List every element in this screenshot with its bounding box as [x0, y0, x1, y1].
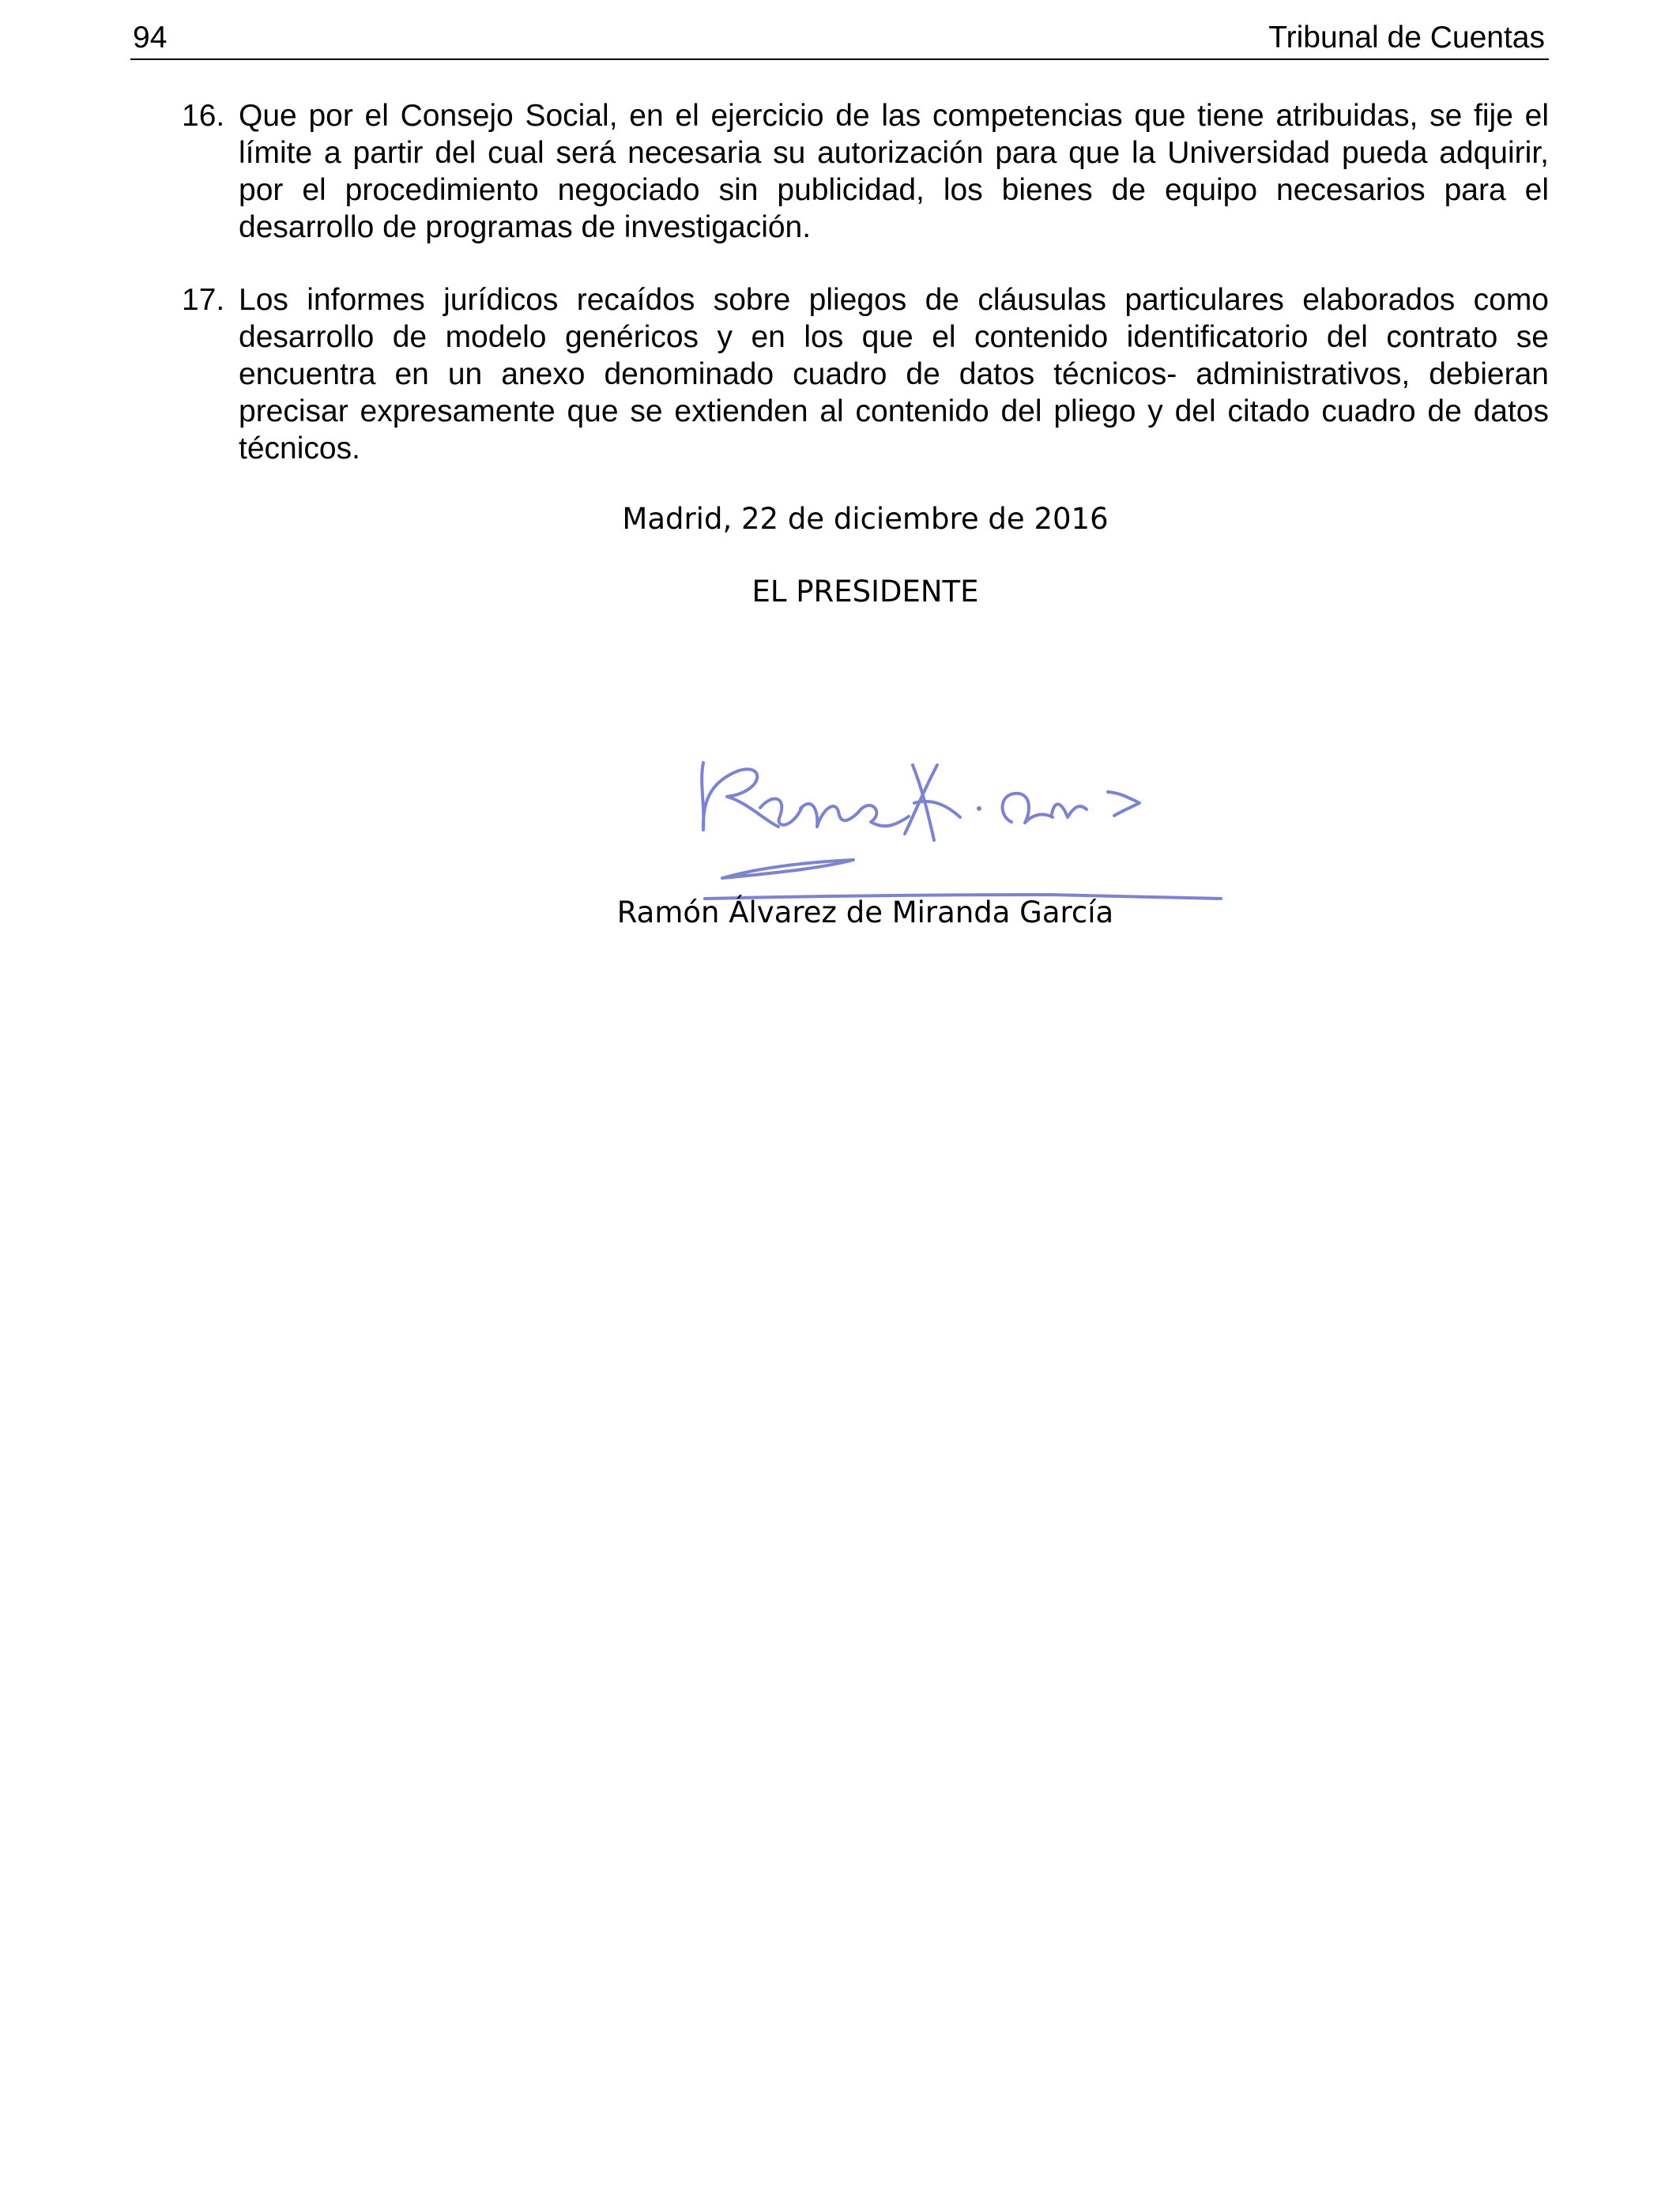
recommendation-text: Los informes jurídicos recaídos sobre pliegos de cláusulas particulares elaborados como desarrollo de modelo genéricos y en los que el contenido identificatorio del contrato se encuentra en un anexo denominado cuadro de datos técnicos- administrativos, debieran precisar expresamente que se extienden al contenido del pliego y del citado cuadro de datos técnicos. [239, 283, 1549, 466]
recommendation-16 [182, 97, 1549, 246]
header-title: Tribunal de Cuentas [1268, 21, 1545, 55]
signer-name: Ramón Álvarez de Miranda García [616, 895, 1114, 929]
recommendation-17 [182, 281, 1549, 467]
recommendation-number: 17. [182, 283, 225, 317]
recommendations-list [182, 97, 1549, 503]
page-header [130, 17, 1549, 60]
signer-role: EL PRESIDENTE [751, 575, 979, 609]
place-and-date: Madrid, 22 de diciembre de 2016 [622, 502, 1109, 536]
page-number: 94 [133, 21, 168, 55]
recommendation-number: 16. [182, 99, 225, 133]
recommendation-text: Que por el Consejo Social, en el ejercicio de las competencias que tiene atribuidas, se fije el límite a partir del cual será necesaria su autorización para que la Universidad pueda adquirir, por el procedimiento negociado sin publicidad, los bienes de equipo necesarios para el desarrollo de programas de investigación. [239, 99, 1549, 244]
